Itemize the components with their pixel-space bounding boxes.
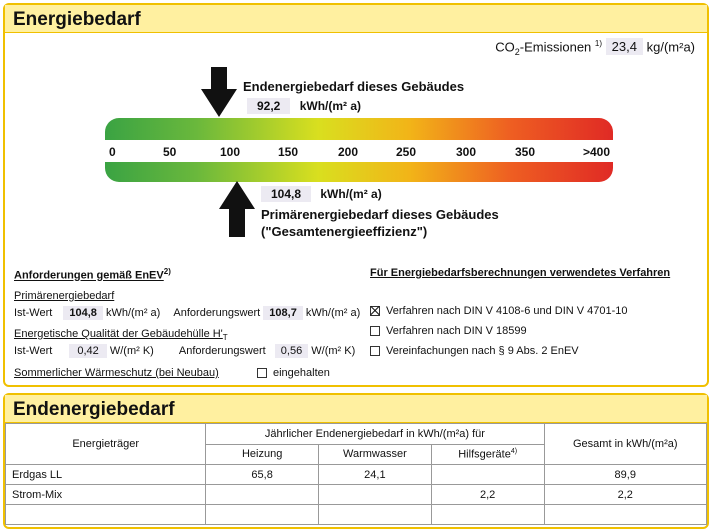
cell-heating: 65,8 (206, 465, 319, 485)
end-energy-label: Endenergiebedarf dieses Gebäudes (243, 79, 465, 94)
cell-water (318, 505, 431, 525)
co2-emissions (495, 39, 695, 57)
ist2-unit: W/(m² K) (109, 345, 154, 357)
sub-aux-footnote: 4) (510, 447, 518, 455)
ist2-value: 0,42 (69, 344, 106, 358)
anf-unit: kWh/(m² a) (305, 307, 361, 319)
scale-tick-label: 150 (278, 145, 299, 159)
end-energy-unit: kWh/(m² a) (299, 99, 362, 113)
scale-tick-label: 50 (163, 145, 177, 159)
co2-sub: 2 (514, 46, 520, 57)
primary-energy-unit: kWh/(m² a) (320, 187, 382, 201)
end-energy-value: 92,2 (247, 98, 290, 114)
primary-heading: Primärenergiebedarf (14, 290, 115, 302)
sub-heating: Heizung (206, 444, 319, 465)
cell-heating (206, 485, 319, 505)
cell-total (544, 505, 706, 525)
summer-check-label: eingehalten (273, 367, 330, 379)
end-energy-value-row (247, 99, 361, 113)
panel-title: Energiebedarf (5, 5, 707, 33)
cell-carrier (6, 505, 206, 525)
co2-value: 23,4 (606, 38, 643, 55)
energy-demand-panel (3, 3, 709, 387)
summer-heading: Sommerlicher Wärmeschutz (bei Neubau) (14, 367, 219, 379)
method-item[interactable] (370, 305, 628, 317)
table-header-row (6, 424, 707, 445)
co2-unit: kg/(m²a) (646, 39, 695, 55)
panel-title: Endenergiebedarf (5, 395, 707, 423)
sub-aux (431, 444, 544, 465)
envelope-requirement-row (14, 345, 355, 357)
end-energy-arrow-icon (199, 67, 239, 119)
anf2-unit: W/(m² K) (311, 345, 356, 357)
scale-tick-label: 200 (338, 145, 359, 159)
method-checkbox[interactable] (370, 346, 380, 356)
table-row (6, 505, 707, 525)
anf-label: Anforderungswert (173, 307, 261, 319)
header-carrier: Energieträger (6, 424, 206, 465)
scale-tick-label: 100 (220, 145, 241, 159)
scale-tick-label: 250 (396, 145, 417, 159)
table-row (6, 485, 707, 505)
ist-label: Ist-Wert (14, 307, 53, 319)
method-label: Vereinfachungen nach § 9 Abs. 2 EnEV (386, 345, 579, 357)
co2-label2: -Emissionen (519, 39, 592, 55)
anf-value: 108,7 (263, 306, 303, 320)
method-checkbox-checked[interactable] (370, 306, 380, 316)
energy-scale-band (105, 140, 613, 162)
requirements-footnote: 2) (163, 267, 171, 276)
cell-water (318, 485, 431, 505)
cell-aux: 2,2 (431, 485, 544, 505)
method-checkbox[interactable] (370, 326, 380, 336)
ist-unit: kWh/(m² a) (105, 307, 161, 319)
primary-energy-label2: ("Gesamtenergieeffizienz") (261, 224, 428, 239)
primary-energy-value: 104,8 (261, 186, 311, 202)
method-item[interactable] (370, 325, 527, 337)
table-row (6, 465, 707, 485)
co2-label: CO (495, 39, 515, 55)
summer-checkbox[interactable] (257, 368, 267, 378)
envelope-heading (14, 328, 228, 342)
anf2-label: Anforderungswert (178, 345, 266, 357)
sub-water: Warmwasser (318, 444, 431, 465)
cell-aux (431, 465, 544, 485)
end-energy-panel (3, 393, 709, 529)
requirements-heading-text: Anforderungen gemäß EnEV (14, 269, 164, 282)
cell-total: 2,2 (544, 485, 706, 505)
methods-heading: Für Energiebedarfsberechnungen verwendetes Verfahren (370, 267, 671, 279)
scale-tick-label: 300 (456, 145, 477, 159)
co2-footnote: 1) (594, 39, 603, 48)
cell-heating (206, 505, 319, 525)
scale-tick-label: 0 (109, 145, 116, 159)
sub-aux-text: Hilfsgeräte (458, 448, 511, 461)
primary-requirement-row (14, 307, 360, 319)
primary-energy-arrow-icon (217, 181, 257, 239)
cell-total: 89,9 (544, 465, 706, 485)
primary-energy-label: Primärenergiebedarf dieses Gebäudes (261, 207, 499, 222)
cell-carrier: Strom-Mix (6, 485, 206, 505)
cell-aux (431, 505, 544, 525)
method-item[interactable] (370, 345, 579, 357)
ist-value: 104,8 (63, 306, 103, 320)
anf2-value: 0,56 (275, 344, 308, 358)
cell-water: 24,1 (318, 465, 431, 485)
envelope-heading-text: Energetische Qualität der Gebäudehülle H' (14, 328, 223, 340)
method-label: Verfahren nach DIN V 18599 (386, 325, 527, 337)
summer-check[interactable] (257, 367, 330, 379)
envelope-sub: T (222, 333, 228, 343)
method-label: Verfahren nach DIN V 4108-6 und DIN V 4701-10 (386, 305, 628, 317)
end-energy-table (5, 423, 707, 525)
header-total: Gesamt in kWh/(m²a) (544, 424, 706, 465)
scale-tick-label: 350 (515, 145, 536, 159)
header-annual: Jährlicher Endenergiebedarf in kWh/(m²a) für (206, 424, 544, 445)
requirements-heading (14, 267, 171, 282)
ist2-label: Ist-Wert (14, 345, 53, 357)
cell-carrier: Erdgas LL (6, 465, 206, 485)
scale-tick-label: >400 (583, 145, 611, 159)
primary-energy-value-row (261, 187, 382, 201)
